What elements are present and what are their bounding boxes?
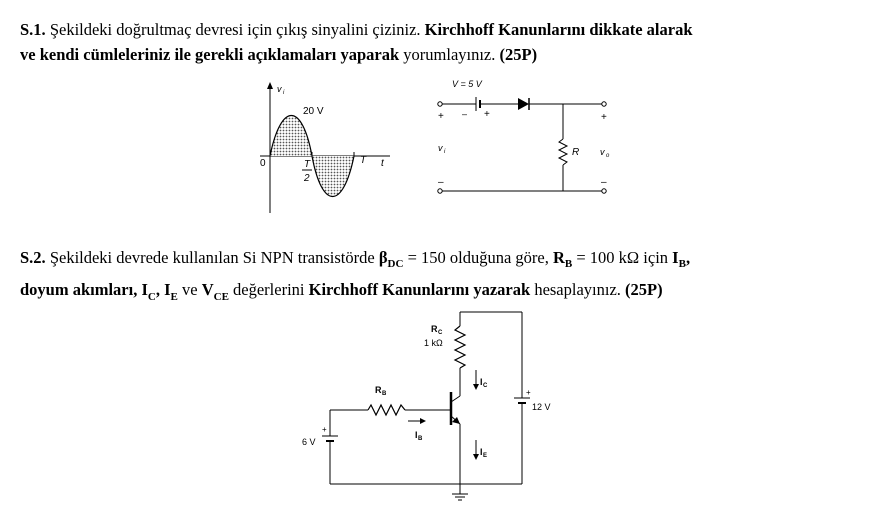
input-voltage-label: v [438, 143, 443, 153]
q2-points: (25P) [625, 280, 663, 300]
q2-ib-sub: B [678, 258, 686, 271]
q2-text-5: , [155, 280, 165, 300]
source-12v-plus: + [526, 388, 531, 397]
axis-y-label: v [277, 84, 282, 94]
input-voltage-sub: i [444, 149, 446, 155]
q2-beta: β [378, 248, 388, 267]
q2-vce: V [201, 280, 214, 300]
rb-sub: B [382, 391, 387, 397]
ie-sub: E [483, 453, 488, 459]
q1-number: S.1. [20, 20, 46, 39]
diode-circuit-figure [430, 75, 620, 205]
q2-bold-2: Kirchhoff Kanunlarını yazarak [308, 280, 531, 300]
q2-beta-sub: DC [387, 258, 404, 271]
q2-text-4: , [685, 248, 691, 267]
q1-points: (25P) [499, 45, 538, 64]
rb-label: R [375, 385, 382, 395]
q2-ib: I [672, 248, 679, 267]
rc-value: 1 kΩ [424, 338, 443, 348]
resistor-label: R [572, 147, 580, 158]
period-label: T [360, 155, 367, 166]
q2-ic-sub: C [147, 290, 156, 303]
input-minus: – [438, 177, 444, 188]
q2-number: S.2. [20, 248, 46, 267]
origin-label: 0 [260, 158, 266, 169]
q2-vce-sub: CE [213, 290, 229, 303]
source-6v-plus: + [322, 425, 327, 434]
rc-label: R [431, 324, 438, 334]
peak-label: 20 V [303, 106, 324, 117]
transistor-circuit-figure [300, 300, 580, 515]
q2-rb: R [552, 248, 565, 267]
time-axis-label: t [381, 158, 384, 169]
q1-bold-1: Kirchhoff Kanunlarını dikkate alarak [424, 20, 693, 39]
half-period-num: T [304, 159, 311, 170]
q2-text-8: hesaplayınız. [530, 280, 626, 300]
output-voltage-sub: o [606, 153, 610, 159]
battery-minus: – [462, 109, 468, 119]
output-voltage-label: v [600, 147, 605, 157]
output-plus: + [601, 112, 607, 123]
q2-ie: I [164, 280, 171, 300]
question-1 [20, 17, 876, 67]
source-voltage-label: V = 5 V [452, 79, 482, 89]
axis-y-sub: i [283, 90, 285, 96]
q1-text-2: yorumlayınız. [399, 45, 500, 64]
q2-bold-1: doyum akımları, I [20, 280, 148, 300]
ib-sub: B [418, 436, 423, 442]
q1-bold-2: ve kendi cümleleriniz ile gerekli açıklamaları yaparak [20, 45, 400, 64]
ie-label: I [480, 447, 483, 457]
q2-text-6: ve [177, 280, 202, 300]
q1-text-1: Şekildeki doğrultmaç devresi için çıkış sinyalini çiziniz. [45, 20, 425, 39]
source-6v-label: 6 V [302, 437, 316, 447]
q2-text-3: = 100 kΩ için [572, 248, 673, 267]
q2-text-2: = 150 olduğuna göre, [403, 248, 553, 267]
sine-wave-figure [255, 78, 405, 218]
q2-rb-sub: B [564, 258, 573, 271]
q2-text-1: Şekildeki devrede kullanılan Si NPN transistörde [45, 248, 379, 267]
ib-label: I [415, 430, 418, 440]
ic-label: I [480, 377, 483, 387]
half-period-den: 2 [304, 173, 310, 184]
output-minus: – [601, 177, 607, 188]
source-12v-label: 12 V [532, 402, 551, 412]
rc-sub: C [438, 330, 443, 336]
q2-text-7: değerlerini [228, 280, 309, 300]
q2-ie-sub: E [170, 290, 178, 303]
battery-plus: + [484, 109, 490, 120]
input-plus: + [438, 111, 444, 122]
ic-sub: C [483, 383, 488, 389]
